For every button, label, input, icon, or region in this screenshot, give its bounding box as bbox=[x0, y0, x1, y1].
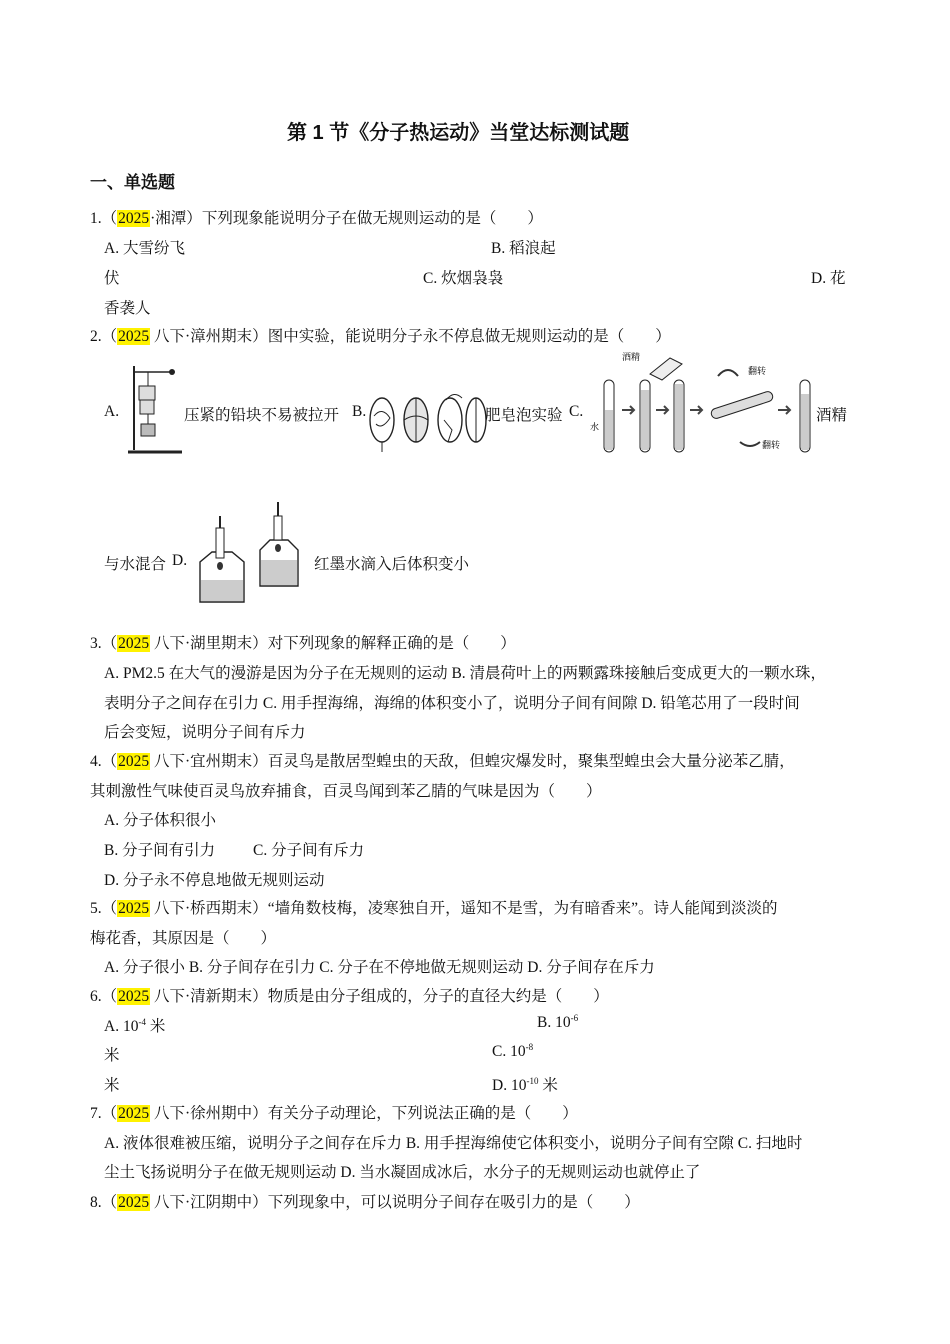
question-5-stem-cont: 梅花香，其原因是（ ） bbox=[90, 930, 277, 947]
q5-options: A. 分子很小 B. 分子间存在引力 C. 分子在不停地做无规则运动 D. 分子间存在斥力 bbox=[104, 959, 655, 976]
q6-option-a: A. $10^{-4}$ 米 bbox=[104, 1017, 166, 1035]
question-1-stem bbox=[90, 206, 543, 228]
q3-options-line-3: 后会变短，说明分子间有斥力 bbox=[104, 724, 306, 741]
question-source: 八下·湖里期末） bbox=[150, 635, 268, 652]
question-source: 八下·江阴期中） bbox=[150, 1194, 268, 1211]
year-highlight: 2025 bbox=[118, 1105, 150, 1122]
q2-option-a-text: 压紧的铅块不易被拉开 bbox=[184, 407, 340, 424]
question-text: 百灵鸟是散居型蝗虫的天敌，但蝗灾爆发时，聚集型蝗虫会大量分泌苯乙腈， bbox=[267, 753, 795, 770]
question-number: 6.（ bbox=[90, 988, 118, 1005]
question-text: 图中实验，能说明分子永不停息做无规则运动的是（ ） bbox=[267, 328, 671, 345]
q6-option-d: D. $10^{-10}$ 米 bbox=[492, 1076, 558, 1094]
question-8-stem bbox=[90, 1190, 640, 1212]
flip-label-bottom: 翻转 bbox=[762, 440, 781, 450]
year-highlight: 2025 bbox=[118, 900, 150, 917]
q2-option-c-label: C. bbox=[569, 403, 584, 420]
question-number: 1.（ bbox=[90, 210, 118, 227]
question-text: 下列现象能说明分子在做无规则运动的是（ ） bbox=[201, 210, 543, 227]
q7-options-line-2: 尘土飞扬说明分子在做无规则运动 D. 当水凝固成冰后，水分子的无规则运动也就停止了 bbox=[104, 1164, 701, 1181]
question-number: 4.（ bbox=[90, 753, 118, 770]
year-highlight: 2025 bbox=[118, 328, 150, 345]
q4-option-b: B. 分子间有引力 bbox=[104, 842, 216, 859]
q2-option-c-text-cont: 与水混合 bbox=[104, 556, 167, 573]
q2-option-b-label: B. bbox=[352, 403, 367, 420]
question-text: 物质是由分子组成的，分子的直径大约是（ ） bbox=[267, 988, 609, 1005]
question-2-stem bbox=[90, 324, 671, 346]
q6-option-c-unit: 米 bbox=[104, 1077, 120, 1094]
q2-option-c-text: 酒精 bbox=[816, 407, 848, 424]
q4-option-a: A. 分子体积很小 bbox=[104, 812, 216, 829]
question-source: ·湘潭） bbox=[150, 210, 202, 227]
question-text: 有关分子动理论，下列说法正确的是（ ） bbox=[267, 1105, 578, 1122]
alcohol-label: 酒精 bbox=[622, 352, 641, 362]
question-number: 2.（ bbox=[90, 328, 118, 345]
q2-option-a-label: A. bbox=[104, 403, 120, 420]
q3-options-line-1: A. PM2.5 在大气的漫游是因为分子在无规则的运动 B. 清晨荷叶上的两颗露珠接触后变成更大的一颗水珠， bbox=[104, 665, 827, 682]
year-highlight: 2025 bbox=[118, 753, 150, 770]
question-number: 5.（ bbox=[90, 900, 118, 917]
question-5-stem bbox=[90, 896, 777, 918]
question-number: 7.（ bbox=[90, 1105, 118, 1122]
q1-option-d-cont: 香袭人 bbox=[104, 300, 151, 317]
year-highlight: 2025 bbox=[118, 210, 150, 227]
q1-option-b-cont: 伏 bbox=[104, 270, 120, 287]
alcohol-water-tube-figure bbox=[590, 350, 820, 456]
lead-block-stand-figure bbox=[124, 362, 184, 458]
question-source: 八下·清新期末） bbox=[150, 988, 268, 1005]
q7-options-line-1: A. 液体很难被压缩，说明分子之间存在斥力 B. 用手捏海绵使它体积变小，说明分子间有空隙 C. 扫地时 bbox=[104, 1135, 803, 1152]
q6-option-b-unit: 米 bbox=[104, 1047, 120, 1064]
question-text: 下列现象中，可以说明分子间存在吸引力的是（ ） bbox=[267, 1194, 640, 1211]
question-number: 3.（ bbox=[90, 635, 118, 652]
question-source: 八下·桥西期末） bbox=[150, 900, 268, 917]
q6-option-b: B. $10^{-6}$ bbox=[537, 1013, 579, 1031]
flip-label-top: 翻转 bbox=[748, 366, 767, 376]
question-4-stem bbox=[90, 749, 795, 771]
q3-options-line-2: 表明分子之间存在引力 C. 用手捏海绵，海绵的体积变小了，说明分子间有间隙 D. 铅笔芯用了一段时间 bbox=[104, 695, 800, 712]
q1-option-b: B. 稻浪起 bbox=[491, 240, 556, 257]
year-highlight: 2025 bbox=[118, 1194, 150, 1211]
question-number: 8.（ bbox=[90, 1194, 118, 1211]
soap-film-figure bbox=[368, 386, 486, 458]
q2-option-d-label: D. bbox=[172, 552, 188, 569]
question-source: 八下·徐州期中） bbox=[150, 1105, 268, 1122]
water-label: 水 bbox=[590, 422, 600, 432]
question-text: “墙角数枝梅，凌寒独自开，遥知不是雪，为有暗香来”。诗人能闻到淡淡的 bbox=[267, 900, 778, 917]
question-3-stem bbox=[90, 631, 516, 653]
q2-option-b-text: 肥皂泡实验 bbox=[485, 407, 563, 424]
question-text: 对下列现象的解释正确的是（ ） bbox=[267, 635, 516, 652]
question-source: 八下·宜州期末） bbox=[150, 753, 268, 770]
year-highlight: 2025 bbox=[118, 988, 150, 1005]
q6-option-c: C. $10^{-8}$ bbox=[492, 1042, 534, 1060]
q1-option-c: C. 炊烟袅袅 bbox=[423, 270, 504, 287]
question-4-stem-cont: 其刺激性气味使百灵鸟放弃捕食，百灵鸟闻到苯乙腈的气味是因为（ ） bbox=[90, 783, 602, 800]
question-6-stem bbox=[90, 984, 609, 1006]
q4-option-c: C. 分子间有斥力 bbox=[253, 842, 365, 859]
question-7-stem bbox=[90, 1101, 578, 1123]
year-highlight: 2025 bbox=[118, 635, 150, 652]
q2-option-d-text: 红墨水滴入后体积变小 bbox=[314, 556, 470, 573]
q4-option-d: D. 分子永不停息地做无规则运动 bbox=[104, 872, 325, 889]
section-heading: 一、单选题 bbox=[90, 173, 175, 192]
question-source: 八下·漳州期末） bbox=[150, 328, 268, 345]
q1-option-a: A. 大雪纷飞 bbox=[104, 240, 185, 257]
q1-option-d: D. 花 bbox=[811, 270, 846, 287]
ink-bottle-figure bbox=[194, 498, 304, 608]
page-title: 第 1 节《分子热运动》当堂达标测试题 bbox=[287, 122, 630, 144]
